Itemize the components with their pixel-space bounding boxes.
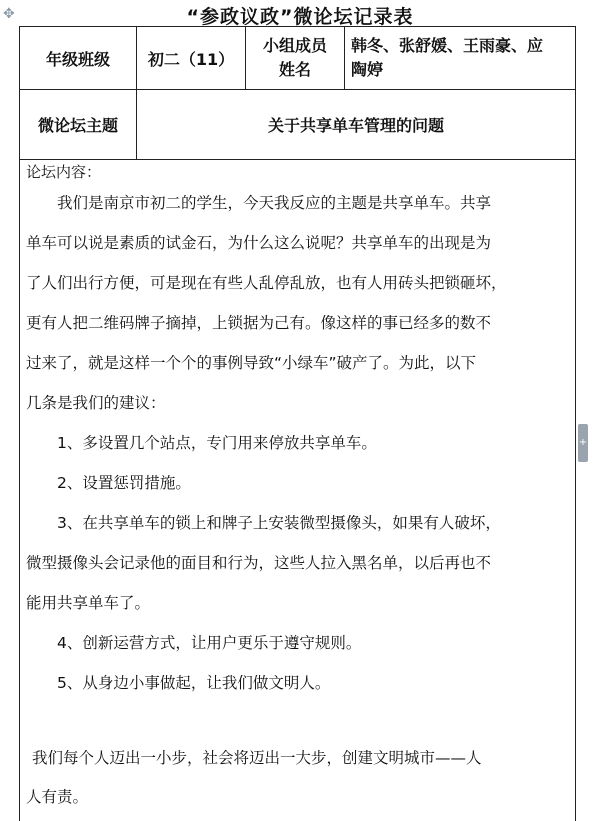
- grade-value-cell: [137, 27, 246, 90]
- topic-value-cell: [137, 90, 576, 160]
- paragraph-line: 了人们出行方便，可是现在有些人乱停乱放，也有人用砖头把锁砸坏，: [26, 274, 507, 292]
- grade-label: 年级班级: [45, 49, 110, 69]
- suggestion-item-3: 3、在共享单车的锁上和牌子上安装微型摄像头，如果有人破坏，: [57, 514, 501, 532]
- paragraph-line: 几条是我们的建议：: [26, 394, 166, 412]
- paragraph-line: 过来了，就是这样一个个的事例导致“小绿车”破产了。为此，以下: [26, 354, 477, 372]
- topic-label-cell: [20, 90, 137, 160]
- members-value-cell: [345, 27, 576, 90]
- topic-label: 微论坛主题: [37, 116, 118, 135]
- forum-record-table: [19, 26, 576, 821]
- closing-line: 人有责。: [26, 788, 89, 806]
- suggestion-item-3-cont: 微型摄像头会记录他的面目和行为，这些人拉入黑名单，以后再也不: [26, 554, 492, 572]
- members-line2: 陶婷: [351, 60, 384, 79]
- content-label: 论坛内容：: [26, 163, 102, 181]
- row-class-members: [20, 27, 576, 90]
- suggestion-item-3-cont: 能用共享单车了。: [26, 594, 151, 612]
- suggestion-item-4: 4、创新运营方式，让用户更乐于遵守规则。: [57, 634, 362, 652]
- row-content: [20, 160, 576, 821]
- suggestion-item-5: 5、从身边小事做起，让我们做文明人。: [57, 674, 331, 692]
- expand-panel-tab-icon[interactable]: +: [578, 424, 588, 462]
- spacer: [26, 703, 569, 739]
- members-label-cell: [246, 27, 345, 90]
- grade-value: 初二（11）: [147, 49, 235, 69]
- row-topic: [20, 90, 576, 160]
- paragraph-line: 更有人把二维码牌子摘掉，上锁据为己有。像这样的事已经多的数不: [26, 314, 492, 332]
- topic-value: 关于共享单车管理的问题: [267, 116, 444, 135]
- suggestion-item-2: 2、设置惩罚措施。: [57, 474, 191, 492]
- members-line1: 韩冬、张舒媛、王雨豪、应: [351, 36, 544, 55]
- grade-label-cell: [20, 27, 137, 90]
- members-label-line2: 姓名: [278, 60, 311, 79]
- paragraph-line: 单车可以说是素质的试金石，为什么这么说呢？共享单车的出现是为: [26, 234, 492, 252]
- suggestion-item-1: 1、多设置几个站点，专门用来停放共享单车。: [57, 434, 377, 452]
- closing-line: 我们每个人迈出一小步，社会将迈出一大步，创建文明城市——人: [32, 749, 482, 767]
- content-cell: [20, 160, 576, 821]
- document-title: “参政议政”微论坛记录表: [186, 6, 414, 28]
- table-move-handle-icon[interactable]: ✥: [3, 6, 15, 22]
- paragraph-line: 我们是南京市初二的学生，今天我反应的主题是共享单车。共享: [57, 194, 492, 212]
- members-label-line1: 小组成员: [262, 36, 327, 55]
